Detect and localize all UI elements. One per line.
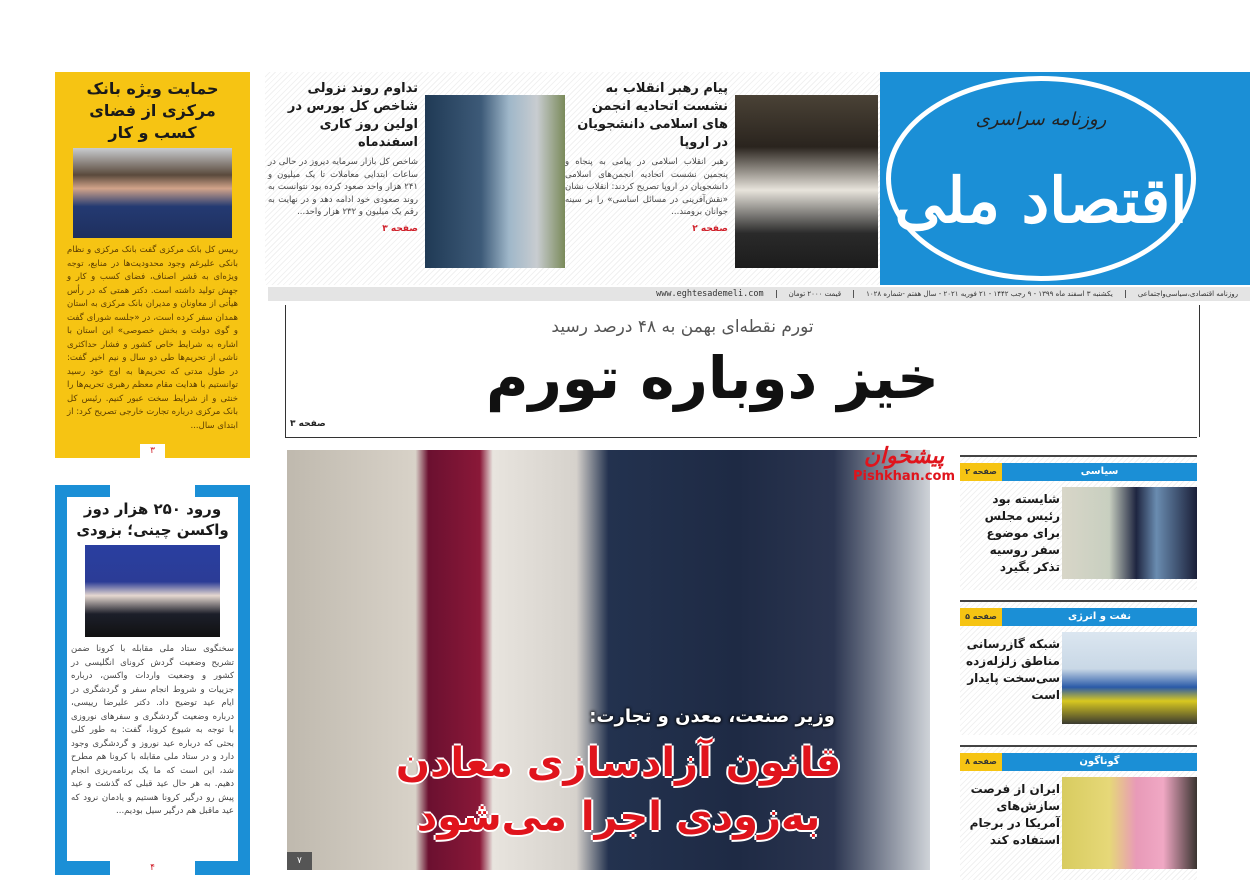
section-title[interactable]: شایسته بود رئیس مجلس برای موضوع سفر روسیه تذکر بگیرد — [984, 492, 1060, 574]
yellow-story-title[interactable]: حمایت ویژه بانک مرکزی از فضای کسب و کار — [86, 79, 219, 142]
section-page[interactable]: صفحه ۵ — [960, 608, 1002, 626]
newspaper-logo — [886, 76, 1196, 281]
section-label: نفت و انرژی — [960, 608, 1197, 626]
watermark-en: Pishkhan.com — [852, 469, 956, 484]
logo-subtitle: روزنامه سراسری — [975, 109, 1107, 130]
section-politics — [960, 455, 1197, 590]
photo-headline[interactable]: قانون آزادسازی معادن به‌زودی اجرا می‌شود — [395, 740, 842, 840]
story-2-page[interactable]: صفحه ۳ — [382, 223, 418, 234]
section-label: گوناگون — [960, 753, 1197, 771]
blue-story-body: سخنگوی ستاد ملی مقابله با کرونا ضمن تشریح وضعیت گردش کرونای انگلیسی در کشور و وضعیت واردات واکسن، درباره جزییات و شروط انجام سفر و گردشگری در ایام عید توضیح داد. دکتر علیرضا رییسی، درباره وضعیت گردشگری و سفرهای نوروزی با توجه به شیوع کرونا، گفت: به طور کلی بحثی که درباره عید نوروز و گردشگری وجود دارد و در ستاد ملی مقابله با کرونا هم مطرح شد، این است که ما یک برنامه‌ریزی انجام دهیم. به هر حال عید قبلی که گذشت و عید پیش رو درگیر کرونا هستیم و یادمان نرود که عید ماقبل هم درگیر سیل بودیم... — [71, 644, 234, 816]
issue-date: یکشنبه ۳ اسفند ماه ۱۳۹۹ - ۹ رجب ۱۴۴۲ - ۲۱ فوریه ۲۰۲۱ - سال هفتم -شماره ۱۰۲۸ — [853, 290, 1125, 298]
section-photo — [1062, 487, 1197, 579]
story-2-photo — [425, 95, 565, 268]
blue-story-title[interactable]: ورود ۲۵۰ هزار دوز واکسن چینی؛ بزودی — [76, 500, 229, 539]
yellow-story-page[interactable]: ۳ — [140, 444, 165, 458]
yellow-story-photo — [73, 148, 232, 238]
section-page[interactable]: صفحه ۸ — [960, 753, 1002, 771]
section-photo — [1062, 777, 1197, 869]
frame-gap — [110, 485, 195, 497]
section-title[interactable]: ایران از فرصت سازش‌های آمریکا در برجام استفاده کند — [969, 782, 1060, 847]
logo-name: اقتصاد ملی — [894, 164, 1188, 237]
main-headline[interactable]: خیز دوباره تورم — [486, 344, 939, 412]
blue-story-page[interactable]: ۴ — [150, 863, 155, 873]
price: قیمت ۲۰۰۰ تومان — [776, 290, 853, 298]
watermark — [850, 430, 958, 525]
top-stories — [265, 72, 880, 285]
blue-story-photo — [85, 545, 220, 637]
yellow-story-body: رییس کل بانک مرکزی گفت بانک مرکزی و نظام بانکی علیرغم وجود محدودیت‌ها در منابع، توجه ویژه‌ای به قشر اصناف، فضای کسب و کار و جهش تولید داشته است. دکتر همتی که در رأس هیأتی از معاونان و مدیران بانک مرکزی به استان همدان سفر کرده است، در «جلسه شورای گفت و گوی دولت و بخش خصوصی» این استان با اشاره به شرایط خاص کشور و فشار حداکثری ناشی از تحریم‌ها طی دو سال و نیم اخیر گفت: در طول مدتی که تحریم‌ها به اوج خود رسید توانستیم با هدایت مقام معظم رهبری تحریم‌ها را خنثی و از شرایط سخت عبور کنیم. رئیس کل بانک مرکزی درباره تجارت خارجی تصریح کرد: از ابتدای سال... — [67, 245, 238, 431]
section-photo — [1062, 632, 1197, 724]
photo-kicker: وزیر صنعت، معدن و تجارت: — [589, 706, 835, 727]
main-photo — [287, 450, 930, 870]
story-2 — [268, 80, 418, 235]
story-2-body: شاخص کل بازار سرمایه دیروز در حالی در ساعات ابتدایی معاملات تا یک میلیون و ۲۴۱ هزار واحد صعود کرده بود نتوانست به روند صعودی خود ادامه دهد و در نهایت به رقم یک میلیون و ۲۳۲ هزار واحد... — [268, 157, 418, 217]
divider — [285, 437, 1197, 438]
section-oil-energy — [960, 600, 1197, 735]
main-page-ref[interactable]: صفحه ۳ — [290, 419, 326, 429]
yellow-box-story — [55, 72, 250, 458]
story-1-title[interactable]: پیام رهبر انقلاب به نشست اتحادیه انجمن های اسلامی دانشجویان در اروپا — [577, 81, 728, 150]
sub-headline: تورم نقطه‌ای بهمن به ۴۸ درصد رسید — [551, 317, 814, 337]
watermark-fa: پیشخوان — [863, 444, 945, 469]
story-1 — [565, 80, 728, 235]
newspaper-type: روزنامه اقتصادی،سیاسی‌واجتماعی — [1125, 290, 1250, 298]
info-bar — [268, 287, 1250, 301]
website-link[interactable]: www.eghtesademeli.com — [656, 289, 764, 299]
blue-box-story — [55, 485, 250, 875]
story-2-title[interactable]: تداوم روند نزولی شاخص کل بورس در اولین روز کاری اسفندماه — [287, 81, 418, 150]
section-label: سیاسی — [960, 463, 1197, 481]
section-misc — [960, 745, 1197, 880]
story-1-photo — [735, 95, 878, 268]
section-page[interactable]: صفحه ۲ — [960, 463, 1002, 481]
section-title[interactable]: شبکه گازرسانی مناطق زلزله‌زده سی‌سخت پایدار است — [966, 637, 1060, 702]
blue-story-content — [71, 499, 234, 861]
main-headline-area — [285, 305, 1200, 437]
story-1-page[interactable]: صفحه ۲ — [692, 223, 728, 234]
photo-page[interactable]: ۷ — [287, 852, 312, 870]
masthead — [880, 72, 1250, 285]
story-1-body: رهبر انقلاب اسلامی در پیامی به پنجاه و پنجمین نشست اتحادیه انجمن‌های اسلامی دانشجویان در اروپا تصریح کردند: انقلاب نشان «نقش‌آفرینی در مسائل اساسی» را بر سینه جوانان برومند... — [565, 157, 728, 217]
